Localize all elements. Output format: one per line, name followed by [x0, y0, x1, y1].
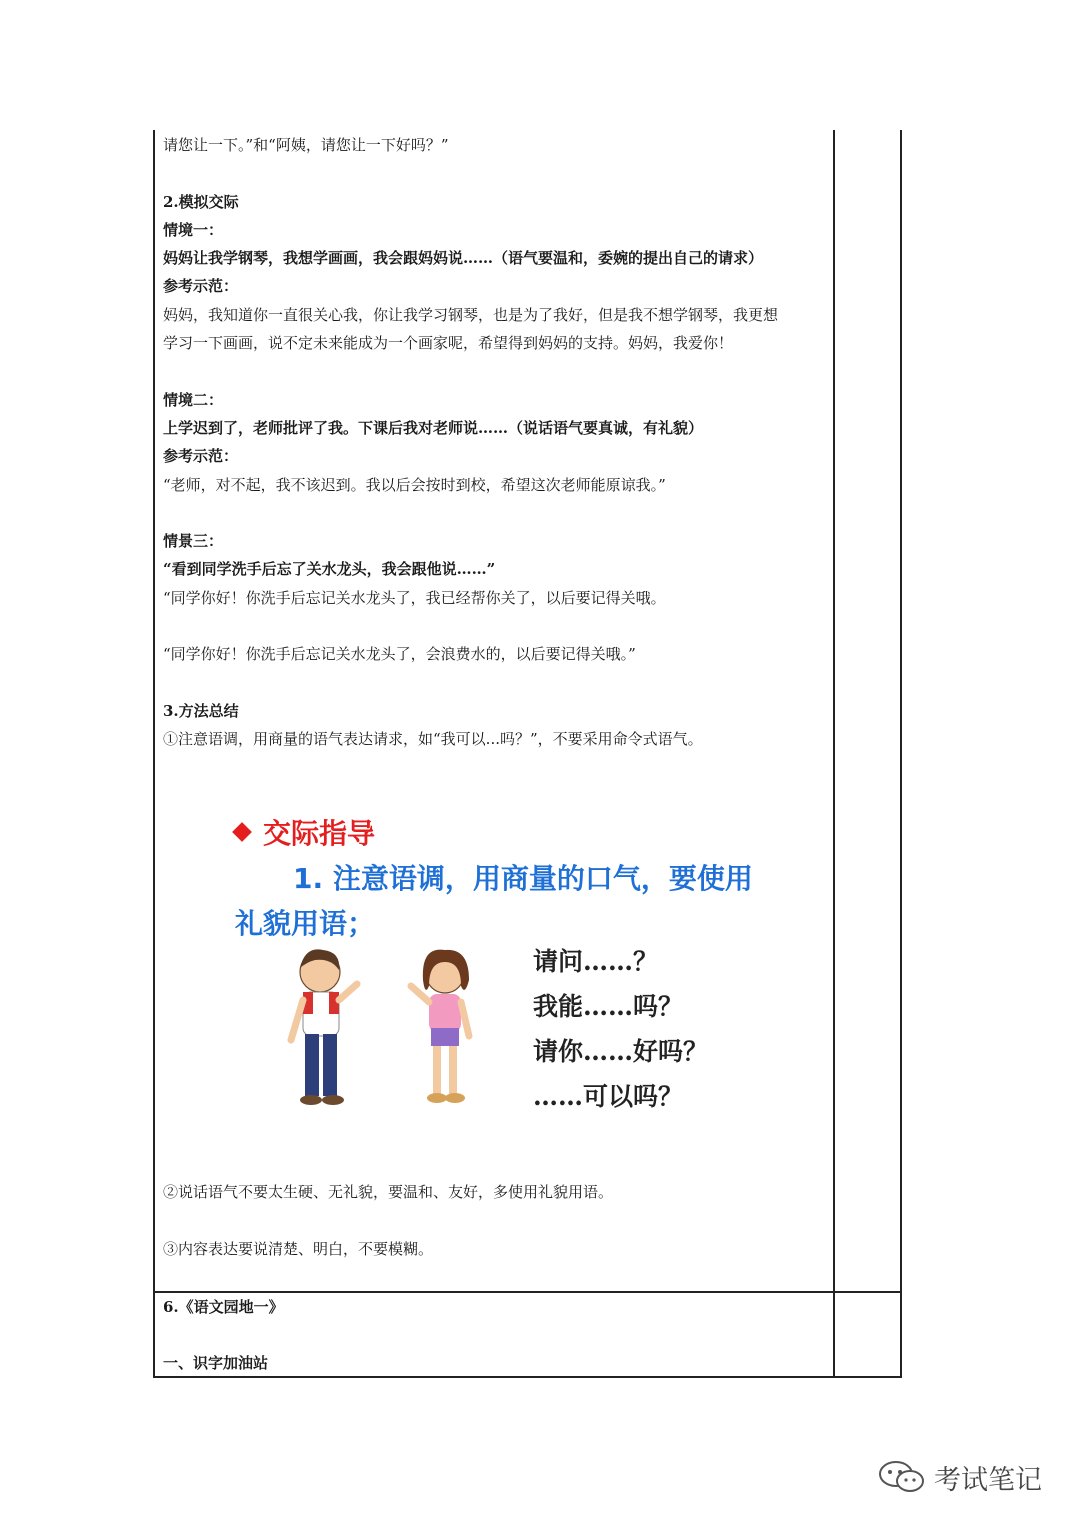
text-line: 学习一下画画，说不定未来能成为一个画家呢，希望得到妈妈的支持。妈妈，我爱你！: [163, 334, 734, 352]
slide-heading: [235, 812, 375, 852]
text-line: 妈妈，我知道你一直很关心我，你让我学习钢琴，也是为了我好，但是我不想学钢琴，我更想: [163, 306, 779, 324]
reference-label: 参考示范：: [163, 447, 239, 465]
text-line: ②说话语气不要太生硬、无礼貌，要温和、友好，多使用礼貌用语。: [163, 1183, 614, 1201]
scenario-text: “看到同学洗手后忘了关水龙头，我会跟他说……”: [163, 560, 496, 578]
polite-phrase: 我能……吗？: [533, 992, 684, 1021]
text-line: ③内容表达要说清楚、明白，不要模糊。: [163, 1240, 434, 1258]
guidance-slide: [225, 800, 785, 1130]
wechat-icon: [878, 1460, 926, 1494]
section-heading: 3.方法总结: [163, 702, 239, 720]
polite-phrase: ……可以吗？: [533, 1082, 684, 1111]
slide-heading-text: 交际指导: [263, 817, 376, 850]
table-border-bottom: [153, 1376, 902, 1378]
table-border-right: [900, 130, 902, 1378]
section-heading: 2.模拟交际: [163, 193, 239, 211]
diamond-icon: [232, 822, 252, 842]
scenario-text: 妈妈让我学钢琴，我想学画画，我会跟妈妈说……（语气要温和，委婉的提出自己的请求）: [163, 249, 764, 267]
section-heading: 一、识字加油站: [163, 1354, 269, 1372]
document-table: [153, 130, 902, 1378]
text-line: “同学你好！你洗手后忘记关水龙头了，会浪费水的，以后要记得关哦。”: [163, 645, 636, 663]
watermark-text: 考试笔记: [934, 1465, 1042, 1496]
text-line: 请您让一下。”和“阿姨，请您让一下好吗？”: [163, 136, 449, 154]
scenario-text: 上学迟到了，老师批评了我。下课后我对老师说……（说话语气要真诚，有礼貌）: [163, 419, 704, 437]
table-border-left: [153, 130, 155, 1378]
section-heading: 6.《语文园地一》: [163, 1298, 284, 1316]
text-line: “老师，对不起，我不该迟到。我以后会按时到校，希望这次老师能原谅我。”: [163, 476, 666, 494]
polite-phrase: 请问……？: [533, 947, 659, 976]
scenario-label: 情境二：: [163, 391, 224, 409]
children-illustration: [265, 940, 495, 1120]
table-column-divider: [833, 130, 835, 1378]
reference-label: 参考示范：: [163, 277, 239, 295]
scenario-label: 情境一：: [163, 221, 224, 239]
table-row-divider: [153, 1291, 902, 1293]
text-line: “同学你好！你洗手后忘记关水龙头了，我已经帮你关了，以后要记得关哦。: [163, 589, 666, 607]
scenario-label: 情景三：: [163, 532, 224, 550]
girl-figure: [411, 950, 469, 1103]
boy-figure: [291, 949, 357, 1105]
polite-phrase: 请你……好吗？: [533, 1037, 709, 1066]
text-line: ①注意语调，用商量的语气表达请求，如“我可以...吗？”，不要采用命令式语气。: [163, 730, 703, 748]
slide-line: 礼貌用语；: [235, 907, 376, 940]
slide-line: 1. 注意语调，用商量的口气，要使用: [293, 862, 753, 895]
